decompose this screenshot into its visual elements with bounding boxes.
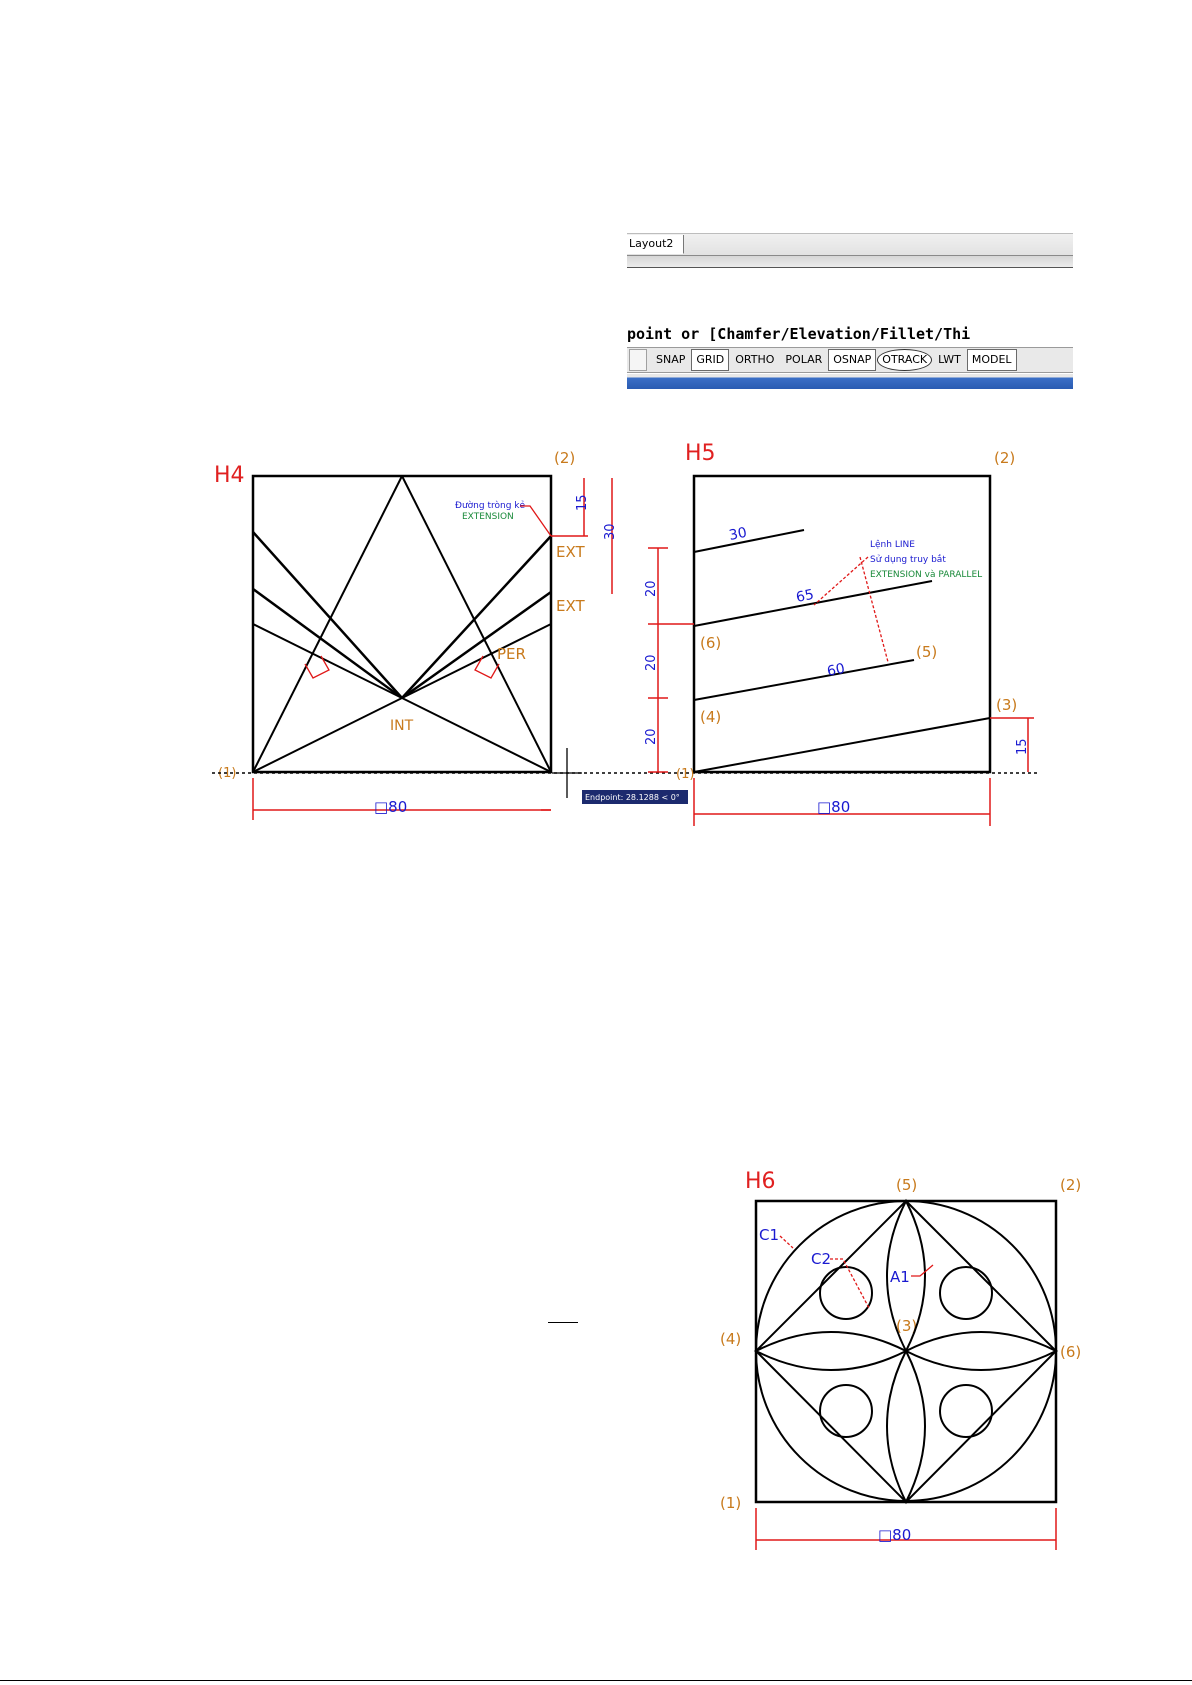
h5-dim-20-bottom: 20 (644, 728, 659, 745)
h4-line (402, 536, 551, 698)
model-toggle[interactable]: MODEL (967, 349, 1017, 371)
h6-small-circle (940, 1267, 992, 1319)
h4-dimensions (253, 478, 612, 820)
h5-dim-80: □80 (817, 798, 851, 816)
h5-point-3-label: (3) (996, 696, 1018, 714)
h5-note-line1: Lệnh LINE (870, 540, 915, 550)
h6-c1-label: C1 (759, 1226, 780, 1244)
h5-point-5-label: (5) (916, 643, 938, 661)
h6-petal-left (756, 1332, 906, 1370)
h6-c2-label: C2 (811, 1250, 832, 1268)
h6-geometry (756, 1201, 1056, 1502)
h6-point-3-label: (3) (896, 1317, 918, 1335)
h4-note-line1: Đường tròng kẻ (455, 501, 526, 511)
h4-point-1-label: (1) (218, 766, 237, 781)
h4-title: H4 (214, 463, 245, 488)
drawing-h6 (680, 1160, 1100, 1560)
h4-line (253, 589, 402, 698)
h5-line-base (694, 718, 990, 772)
h4-per-label: PER (497, 645, 526, 663)
h5-point-1-label: (1) (676, 767, 695, 782)
h4-extension-note (455, 500, 551, 536)
h6-dim-80: □80 (878, 1526, 912, 1544)
h6-title: H6 (745, 1169, 776, 1194)
h6-point-4-label: (4) (720, 1330, 742, 1348)
h5-square (694, 476, 990, 772)
polar-toggle[interactable]: POLAR (785, 353, 823, 366)
h5-len-60: 60 (825, 660, 847, 680)
ortho-toggle[interactable]: ORTHO (735, 353, 775, 366)
h6-point-5-label: (5) (896, 1176, 918, 1194)
grid-toggle[interactable]: GRID (691, 349, 729, 371)
h6-petal-bottom (887, 1351, 925, 1502)
h5-len-30: 30 (727, 524, 749, 544)
h5-point-4-label: (4) (700, 708, 722, 726)
h4-ext-label-2: EXT (556, 597, 585, 615)
lwt-toggle[interactable]: LWT (938, 353, 961, 366)
page-bottom-edge (0, 1680, 1192, 1681)
h5-note-line3: EXTENSION và PARALLEL (870, 570, 983, 580)
h5-point-2-label: (2) (994, 449, 1016, 467)
osnap-tooltip-text: Endpoint: 28.1288 < 0° (585, 793, 680, 802)
stray-underline-mark (548, 1322, 578, 1323)
h4-dim-15: 15 (575, 494, 590, 511)
command-line[interactable]: point or [Chamfer/Elevation/Fillet/Thi (627, 325, 971, 343)
h4-line (253, 476, 402, 772)
h5-lines (694, 530, 990, 772)
h5-dim-20-mid: 20 (644, 654, 659, 671)
otrack-toggle[interactable]: OTRACK (877, 349, 932, 371)
h4-line (253, 532, 402, 698)
h4-int-label: INT (390, 718, 414, 734)
h4-dim-80: □80 (374, 798, 408, 816)
h5-point-6-label: (6) (700, 634, 722, 652)
h4-point-2-label: (2) (554, 449, 576, 467)
h5-dim-20-top: 20 (644, 580, 659, 597)
h6-leaders (780, 1236, 933, 1308)
h5-line-65 (694, 581, 932, 626)
h6-point-1-label: (1) (720, 1494, 742, 1512)
layout-tab[interactable]: Layout2 (627, 235, 684, 254)
h6-small-circle (820, 1385, 872, 1437)
h4-dim-30: 30 (603, 523, 618, 540)
h6-small-circle (940, 1385, 992, 1437)
snap-toggle[interactable]: SNAP (656, 353, 686, 366)
h6-petal-right (906, 1332, 1056, 1370)
leader (780, 1236, 793, 1248)
h4-line (402, 592, 551, 698)
h5-note (814, 539, 982, 662)
leader (911, 1265, 933, 1276)
h4-note-line2: EXTENSION (462, 512, 514, 522)
h4-ext-label-1: EXT (556, 543, 585, 561)
h5-len-65: 65 (794, 586, 816, 606)
h5-note-line2: Sử dụng truy bắt (870, 555, 946, 565)
figure-h4 (212, 449, 1040, 820)
h5-line-30 (694, 530, 804, 552)
figure-h5 (644, 441, 1034, 826)
crosshair-cursor (552, 748, 582, 798)
h4-perpendicular-markers (305, 656, 499, 678)
figure-h6 (720, 1169, 1081, 1550)
h6-point-2-label: (2) (1060, 1176, 1082, 1194)
h5-line-60 (694, 660, 914, 700)
h6-point-6-label: (6) (1060, 1343, 1082, 1361)
h5-dim-15: 15 (1015, 738, 1030, 755)
h6-a1-label: A1 (890, 1268, 910, 1286)
h5-dimensions (648, 548, 1034, 826)
h5-title: H5 (685, 441, 716, 466)
osnap-toggle[interactable]: OSNAP (828, 349, 876, 371)
h6-circle-c2 (820, 1267, 872, 1319)
